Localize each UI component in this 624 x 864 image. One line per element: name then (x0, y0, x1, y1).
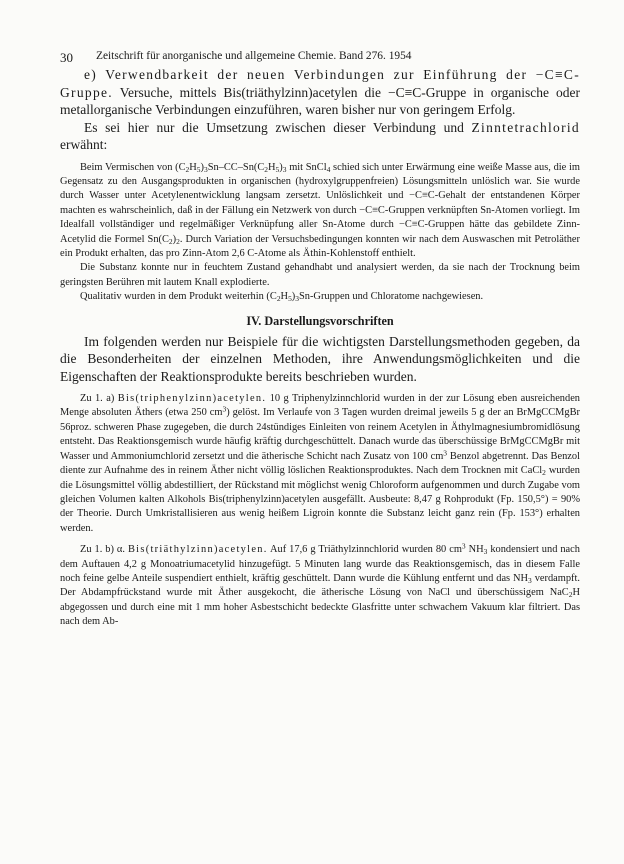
small-paragraph-qualitative: Qualitativ wurden in dem Produkt weiterhin $(C_2H_5)_3Sn$-Gruppen und Chloratome nachgewiesen. (80, 291, 484, 304)
section-e-heading: e) Verwendbarkeit der neuen Verbindungen zur Einführung der −C≡C-Gruppe. (60, 67, 580, 100)
running-title: Zeitschrift für anorganische und allgemeine Chemie. Band 276. 1954 (96, 50, 412, 62)
procedure-1b-title: Bis(triäthylzinn)acetylen. (127, 544, 268, 556)
procedure-1a: Zu 1. a) Bis(triphenylzinn)acetylen. 10 g Triphenylzinnchlorid wurden in der zur Lösung eben ausreichenden Menge absoluten Äthers (etwa 250 $cm^3$) gelöst. Im Verlaufe von 3 Tagen wurden dreimal jeweils 5 g der an BrMgCCMgBr 56proz. schweren Phase zugegeben, die durch 24stündiges Einleiten von reinem Acetylen in Äthylmagnesiumbromidlösung entsteht. Das Reaktionsgemisch wurde häufig kräftig durchgeschüttelt. Danach wurde das überschüssige BrMgCCMgBr mit Wasser und Ammoniumchlorid zersetzt und die ätherische Schicht nach Zusatz von 100 $cm^3$ Benzol abgetrennt. Das Benzol diente zur Aufnahme des in reinem Äther nicht völlig löslichen Reaktionsproduktes. Nach dem Trocknen mit CaCl$_2$ wurden die Lösungsmittel völlig abdestilliert, der Rückstand mit möglichst wenig Chloroform aufgenommen und durch Zugabe vom gleichen Volumen kalten Alkohols Bis(triphenylzinn)acetylen ausgefällt. Ausbeute: 8,47 g Rohprodukt (Fp. 150,5°) = 90% der Theorie. Durch Umkristallisieren aus wenig heißem Ligroin konnte die Substanz leicht ganz rein (Fp. 153°) erhalten werden. (60, 393, 581, 534)
running-header (60, 50, 580, 66)
section-e-intro: e) Verwendbarkeit der neuen Verbindungen zur Einführung der −C≡C-Gruppe. Versuche, mittels Bis(triäthylzinn)acetylen die −C≡C-Gruppe in organische oder metallorganische Verbindungen einzuführen, waren bisher nur von geringem Erfolg. (60, 67, 580, 117)
section-iv-intro: Im folgenden werden nur Beispiele für die wichtigsten Darstellungsmethoden gegeben, da die Besonderheiten der einzelnen Methoden, ihre Anwendungsmöglichkeiten und die Eigenschaften der Reaktionsprodukte bereits beschrieben wurden. (60, 333, 580, 384)
small-paragraph-explosion: Die Substanz konnte nur in feuchtem Zustand gehandhabt und analysiert werden, da sie nach der Trocknung beim geringsten Berühren mit lautem Knall explodierte. (60, 262, 580, 288)
page-body (60, 66, 580, 630)
section-e-paragraph-2: Es sei hier nur die Umsetzung zwischen dieser Verbindung und Zinntetrachlorid erwähnt: (60, 119, 580, 152)
page-number: 30 (60, 50, 73, 65)
small-paragraph-reaction: Beim Vermischen von $(C_2H_5)_3Sn-CC-Sn(C_2H_5)_3$ mit SnCl$_4$ schied sich unter Erwärmung eine weiße Masse aus, die im Gegensatz zu den Ausgangsprodukten in organischen (hydroxylgruppenfreien) Lösungsmitteln unlöslich war. Sie wurde durch Wasser unter Acetylenentwicklung langsam zersetzt. Unlöslichkeit und −C≡C-Gehalt der entstandenen Körper machten es wahrscheinlich, daß in der Fällung ein Netzwerk von durch −C≡C-Gruppen verknüpften Sn-Atomen vorliegt. Im Idealfall vollständiger und regelmäßiger Verknüpfung aller Sn-Atome durch −C≡C-Gruppen hätte das gebildete Zinn-Acetylid die Formel $Sn(C_2)_2$. Durch Variation der Versuchsbedingungen konnten wir nach dem Auswaschen mit Petroläther ein Produkt erhalten, das pro Zinn-Atom 2,6 C-Atome als Äthin-Kohlenstoff enthielt. (60, 161, 580, 259)
procedure-1b: Zu 1. b) α. Bis(triäthylzinn)acetylen. Auf 17,6 g Triäthylzinnchlorid wurden 80 $cm^3$ $NH_3$ kondensiert und nach dem Auftauen 4,2 g Monoatriumacetylid hinzugefügt. 5 Minuten lang wurde das Reaktionsgemisch, das in diesem Falle noch feine gelbe Anteile suspendiert enthielt, kräftig geschüttelt. Dann wurde die Kühlung entfernt und das $NH_3$ verdampft. Der Abdampfrückstand wurde mit Äther ausgekocht, die ätherische Lösung von NaCl und überschüssigem NaC$_2$H abgegossen und durch eine mit 1 mm hoher Asbestschicht bedeckte Glasfritte unter schwachem Vakuum klar filtriert. Das nach dem Ab- (60, 541, 580, 628)
procedure-1a-title: Bis(triphenylzinn)acetylen. (117, 393, 267, 405)
section-iv-heading: IV. Darstellungsvorschriften (246, 313, 394, 328)
